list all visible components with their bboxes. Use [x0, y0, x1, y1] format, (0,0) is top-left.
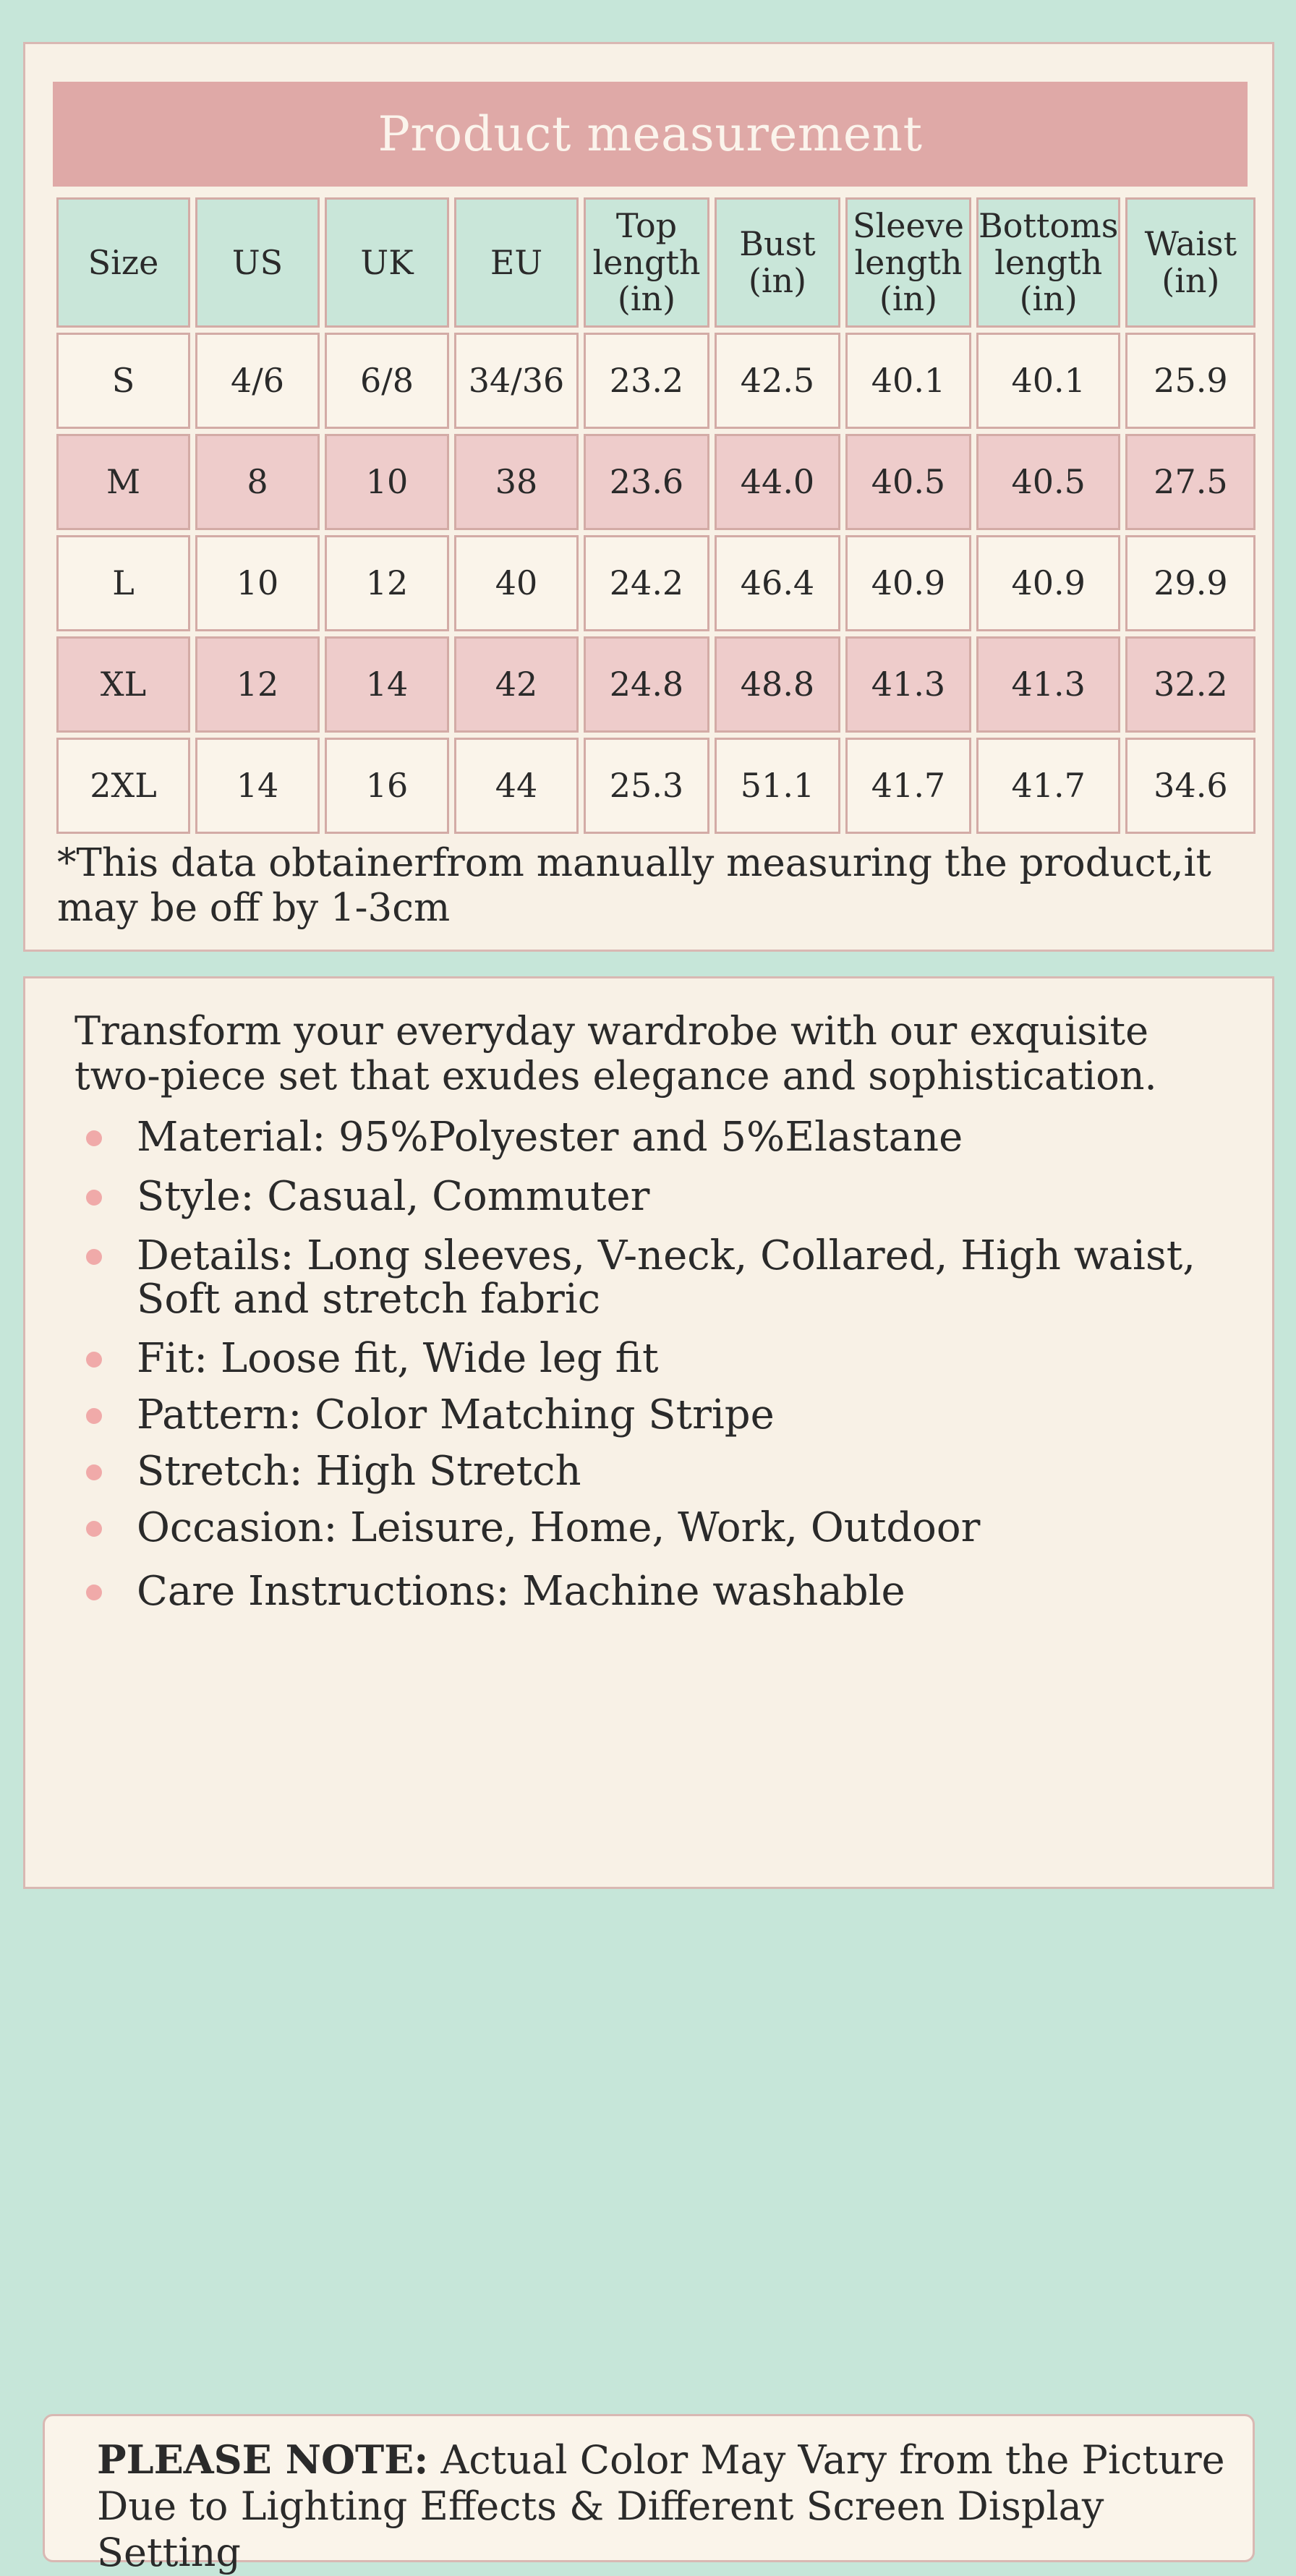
- bullet-dot-icon: [86, 1352, 102, 1368]
- measurement-cell: 34.6: [1125, 738, 1256, 834]
- bullet-dot-icon: [86, 1130, 102, 1146]
- feature-item: [77, 1570, 1249, 1613]
- product-intro: Transform your everyday wardrobe with our exquisite two-piece set that exudes elegance and sophistication.: [74, 1008, 1157, 1099]
- measurement-note: *This data obtainerfrom manually measuring the product,it may be off by 1-3cm: [57, 841, 1211, 930]
- table-row: [56, 636, 1256, 733]
- bullet-dot-icon: [86, 1464, 102, 1480]
- column-header: [715, 197, 840, 328]
- feature-item: [77, 1175, 1249, 1219]
- table-header-row: [56, 197, 1256, 328]
- feature-text: Pattern: Color Matching Stripe: [137, 1391, 775, 1438]
- column-header-line: Sleeve: [853, 206, 964, 246]
- measurement-cell: 41.3: [845, 636, 971, 733]
- bullet-dot-icon: [86, 1190, 102, 1206]
- measurement-cell: 40.9: [976, 535, 1120, 631]
- feature-text: Details: Long sleeves, V-neck, Collared, High waist, Soft and stretch fabric: [137, 1232, 1196, 1323]
- measurement-cell: 40.5: [845, 434, 971, 530]
- measurement-cell: 6/8: [325, 333, 449, 429]
- measurement-cell: 14: [195, 738, 320, 834]
- column-header-line: length: [854, 242, 963, 282]
- measurement-cell: 34/36: [454, 333, 579, 429]
- bullet-dot-icon: [86, 1521, 102, 1537]
- column-header-line: Waist: [1144, 224, 1237, 264]
- column-header: [584, 197, 709, 328]
- measurement-cell: 44.0: [715, 434, 840, 530]
- column-header-line: (in): [748, 261, 807, 300]
- measurement-cell: 14: [325, 636, 449, 733]
- column-header-line: Size: [88, 242, 159, 282]
- feature-item: [77, 1391, 1249, 1438]
- column-header-line: (in): [617, 279, 676, 319]
- measurement-cell: 12: [325, 535, 449, 631]
- feature-item: [77, 1116, 1249, 1159]
- column-header-line: Top: [615, 206, 678, 246]
- measurement-cell: 40: [454, 535, 579, 631]
- measurement-cell: 25.3: [584, 738, 709, 834]
- measurement-cell: 8: [195, 434, 320, 530]
- feature-text: Material: 95%Polyester and 5%Elastane: [137, 1114, 963, 1161]
- measurement-cell: 27.5: [1125, 434, 1256, 530]
- measurement-title: Product measurement: [53, 82, 1248, 187]
- column-header-line: Bottoms: [979, 206, 1119, 246]
- measurement-cell: 40.9: [845, 535, 971, 631]
- column-header-line: length: [994, 242, 1103, 282]
- notice-text: [97, 2436, 1225, 2576]
- feature-text: Occasion: Leisure, Home, Work, Outdoor: [137, 1504, 981, 1551]
- size-cell: S: [56, 333, 190, 429]
- measurement-cell: 32.2: [1125, 636, 1256, 733]
- column-header-line: Bust: [739, 224, 816, 264]
- column-header: [454, 197, 579, 328]
- measurement-cell: 51.1: [715, 738, 840, 834]
- column-header-line: UK: [360, 242, 414, 282]
- column-header: [325, 197, 449, 328]
- measurement-cell: 23.6: [584, 434, 709, 530]
- column-header-line: EU: [490, 242, 543, 282]
- table-body: [56, 333, 1256, 834]
- measurement-cell: 42.5: [715, 333, 840, 429]
- measurement-cell: 42: [454, 636, 579, 733]
- table-row: [56, 333, 1256, 429]
- feature-item: [77, 1506, 1249, 1550]
- column-header: [195, 197, 320, 328]
- feature-item: [77, 1337, 1249, 1381]
- measurement-cell: 10: [195, 535, 320, 631]
- column-header: [56, 197, 190, 328]
- column-header-line: length: [592, 242, 701, 282]
- measurement-cell: 46.4: [715, 535, 840, 631]
- bullet-dot-icon: [86, 1249, 102, 1265]
- column-header-line: US: [231, 242, 284, 282]
- column-header-line: (in): [1019, 279, 1078, 319]
- bullet-dot-icon: [86, 1408, 102, 1424]
- size-cell: XL: [56, 636, 190, 733]
- column-header-line: (in): [1161, 261, 1220, 300]
- notice-label: PLEASE NOTE:: [97, 2436, 429, 2483]
- size-cell: 2XL: [56, 738, 190, 834]
- measurement-cell: 12: [195, 636, 320, 733]
- table-row: [56, 434, 1256, 530]
- measurement-cell: 23.2: [584, 333, 709, 429]
- feature-list: [77, 1116, 1249, 1613]
- measurement-cell: 40.1: [976, 333, 1120, 429]
- feature-text: Fit: Loose fit, Wide leg fit: [137, 1335, 659, 1382]
- measurement-cell: 16: [325, 738, 449, 834]
- size-cell: L: [56, 535, 190, 631]
- measurement-cell: 4/6: [195, 333, 320, 429]
- description-panel: [23, 976, 1274, 2575]
- feature-text: Style: Casual, Commuter: [137, 1173, 650, 1220]
- column-header: [976, 197, 1120, 328]
- table-row: [56, 738, 1256, 834]
- measurement-panel: [23, 42, 1274, 952]
- measurement-cell: 41.7: [976, 738, 1120, 834]
- feature-text: Care Instructions: Machine washable: [137, 1568, 905, 1615]
- measurement-cell: 10: [325, 434, 449, 530]
- measurement-cell: 38: [454, 434, 579, 530]
- column-header: [845, 197, 971, 328]
- measurement-cell: 48.8: [715, 636, 840, 733]
- feature-item: [77, 1234, 1249, 1321]
- measurement-cell: 44: [454, 738, 579, 834]
- column-header: [1125, 197, 1256, 328]
- measurement-cell: 40.5: [976, 434, 1120, 530]
- measurement-cell: 24.8: [584, 636, 709, 733]
- size-cell: M: [56, 434, 190, 530]
- feature-text: Stretch: High Stretch: [137, 1448, 581, 1495]
- notice-body: Actual Color May Vary from the Picture Due to Lighting Effects & Different Screen Display Setting: [97, 2437, 1225, 2575]
- measurement-cell: 40.1: [845, 333, 971, 429]
- feature-item: [77, 1450, 1249, 1493]
- table-row: [56, 535, 1256, 631]
- measurement-cell: 41.7: [845, 738, 971, 834]
- column-header-line: (in): [879, 279, 938, 319]
- measurement-cell: 24.2: [584, 535, 709, 631]
- bullet-dot-icon: [86, 1585, 102, 1600]
- size-chart-table: [51, 192, 1261, 839]
- notice-box: [43, 2414, 1255, 2575]
- measurement-cell: 25.9: [1125, 333, 1256, 429]
- measurement-cell: 29.9: [1125, 535, 1256, 631]
- measurement-cell: 41.3: [976, 636, 1120, 733]
